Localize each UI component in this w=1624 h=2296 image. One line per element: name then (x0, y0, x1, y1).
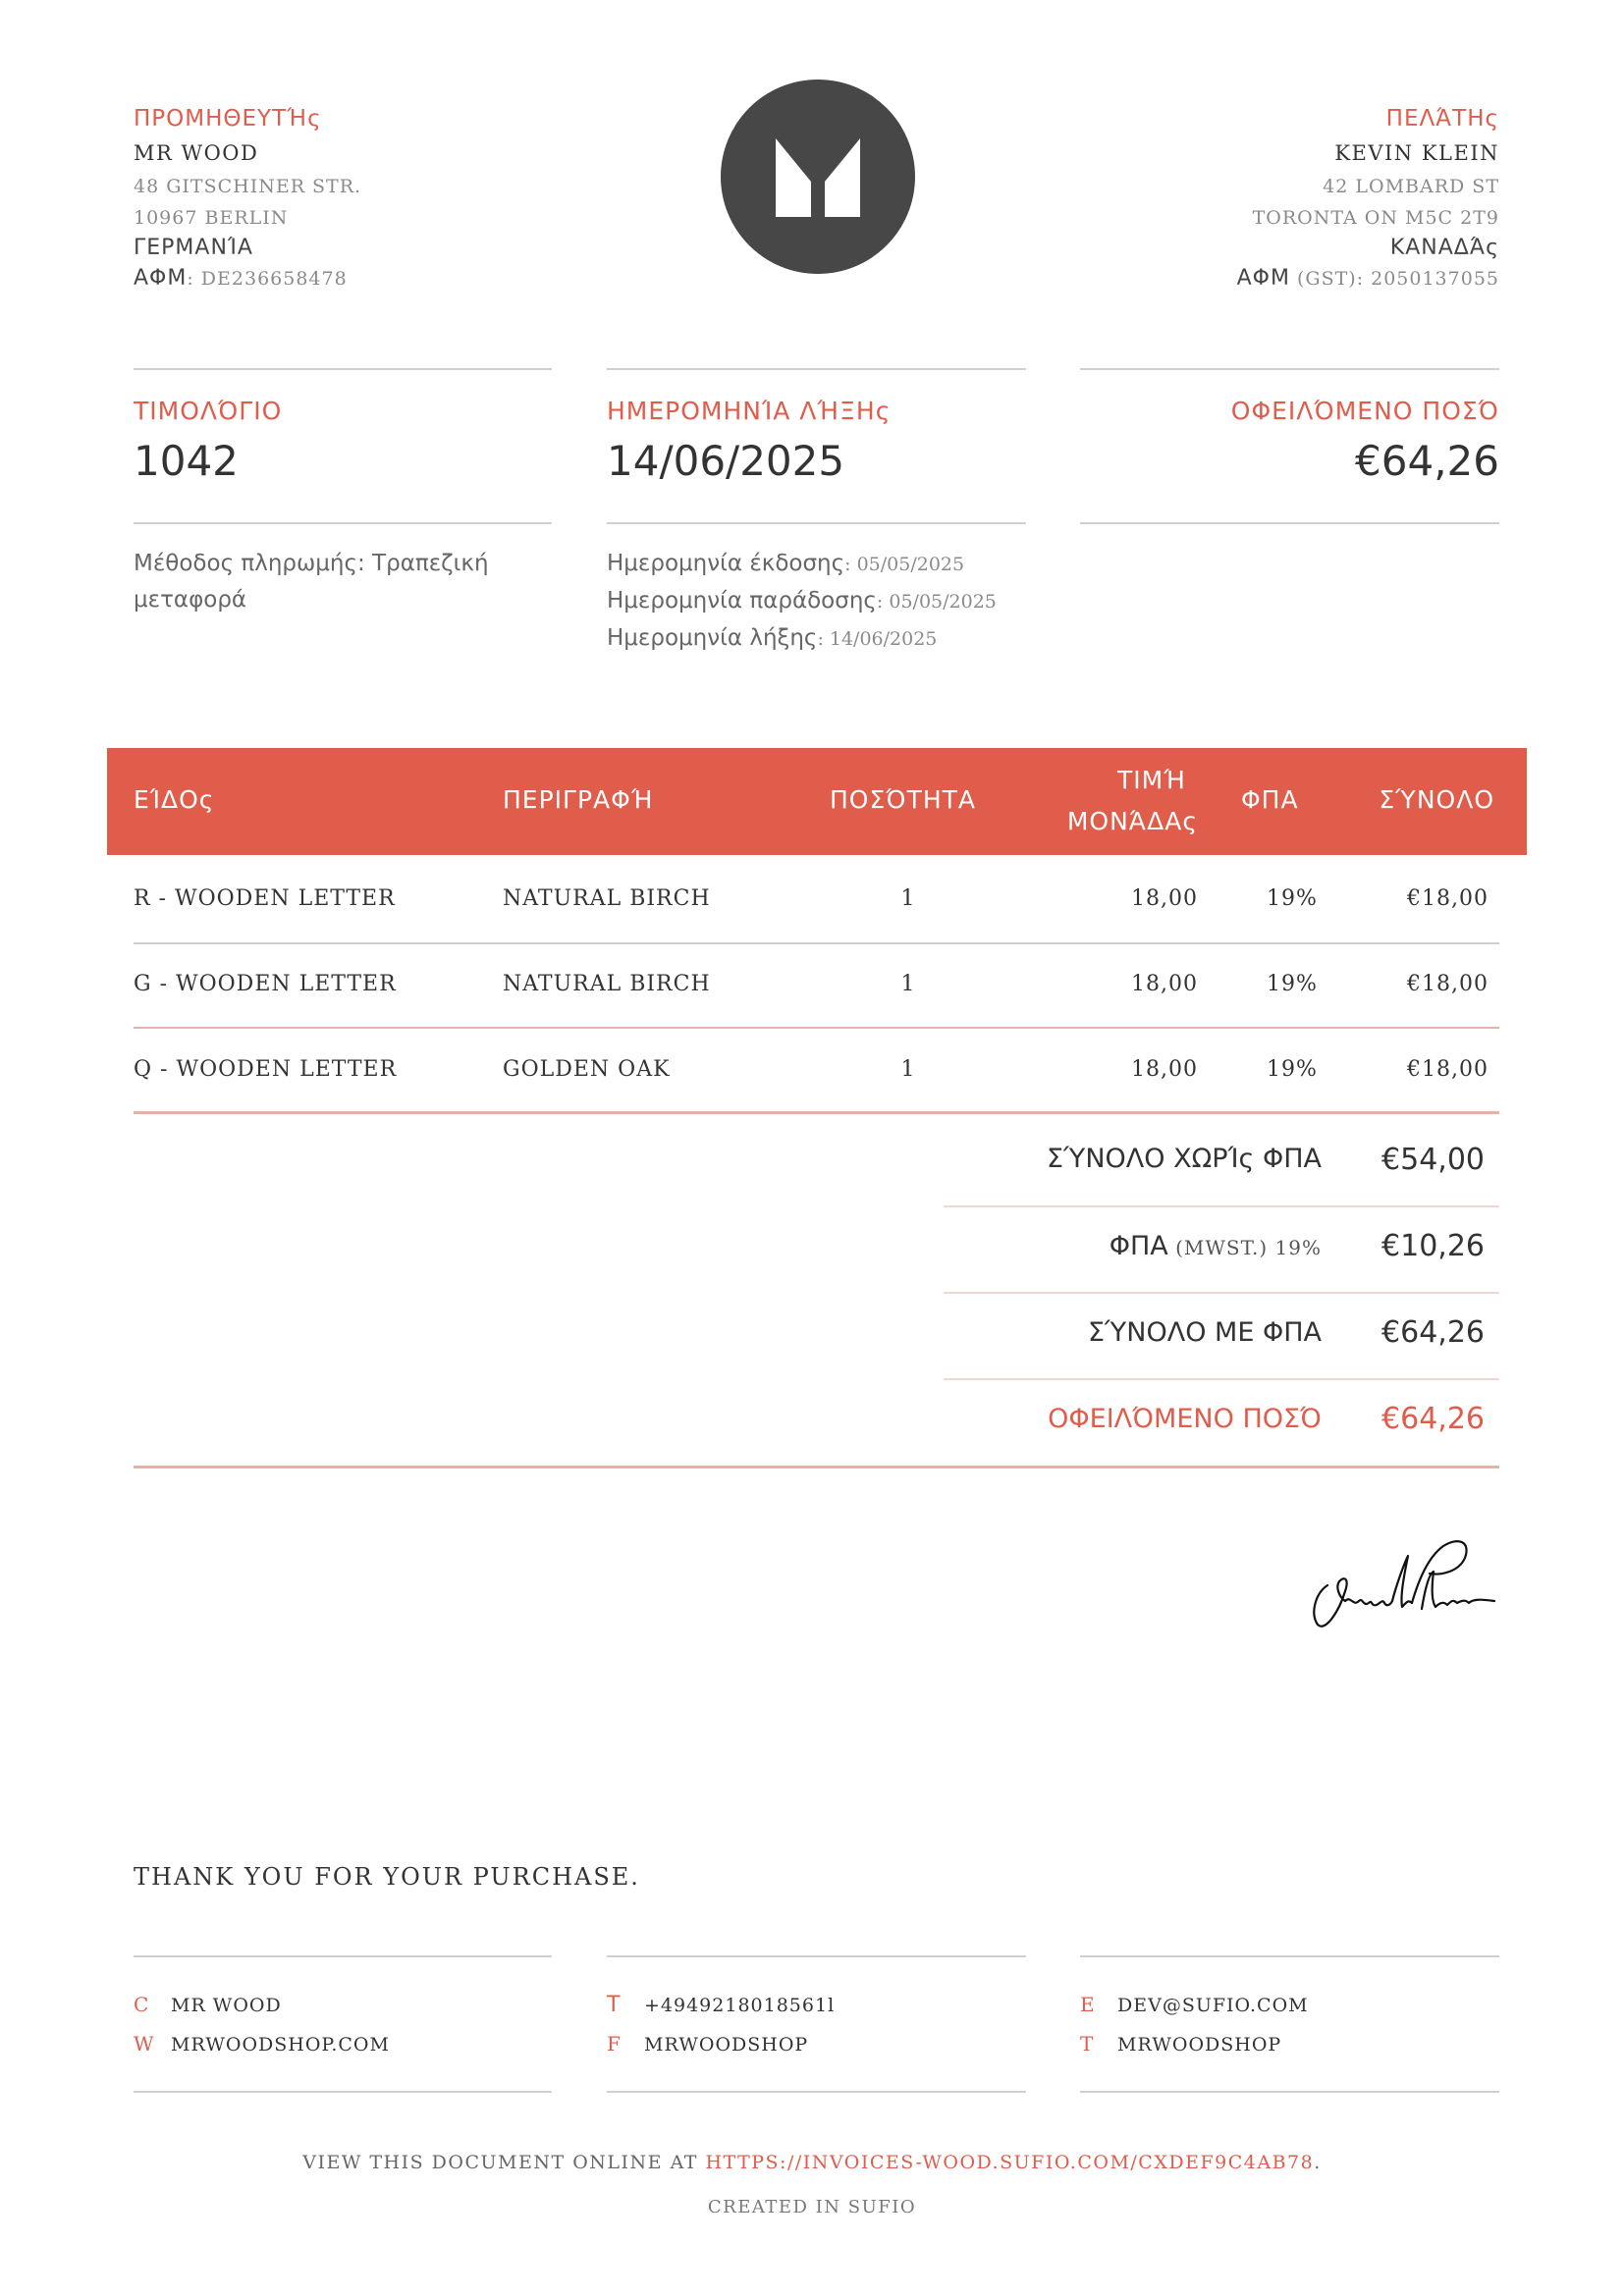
view-online-prefix: VIEW THIS DOCUMENT ONLINE AT (302, 2152, 706, 2173)
client-block (1087, 106, 1499, 291)
client-vat-label: ΑΦΜ (1236, 266, 1290, 291)
facebook-value[interactable]: MRWOODSHOP (644, 2034, 809, 2056)
invoice-number-block (134, 397, 552, 485)
divider (607, 368, 1026, 370)
vat-total-label (831, 1231, 1322, 1261)
due-date-line-value: : 14/06/2025 (817, 628, 938, 650)
delivery-date-label: Ημερομηνία παράδοσης (607, 588, 877, 614)
issue-date-label: Ημερομηνία έκδοσης (607, 551, 845, 576)
m-logo-icon (721, 80, 915, 274)
footer-facebook[interactable] (607, 2032, 835, 2056)
col-quantity-header: ΠΟΣΌΤΗΤΑ (830, 785, 977, 814)
row-vat: 19% (1267, 972, 1318, 996)
divider (1080, 2091, 1499, 2093)
company-key: C (134, 1993, 150, 2016)
delivery-date (607, 583, 1058, 620)
row-description: GOLDEN OAK (503, 1057, 671, 1082)
amount-due-label: ΟΦΕΙΛΌΜΕΝΟ ΠΟΣΌ (1230, 397, 1499, 425)
totals-bottom-rule (134, 1466, 1499, 1468)
col-unit-price-header-line1: ΤΙΜΉ (1117, 766, 1186, 794)
company-logo (721, 80, 915, 274)
footer-website[interactable] (134, 2032, 390, 2056)
email-value[interactable]: DEV@SUFIO.COM (1117, 1995, 1309, 2016)
supplier-address-2: 10967 BERLIN (134, 207, 289, 229)
total-with-vat-value: €64,26 (1381, 1315, 1485, 1350)
delivery-date-value: : 05/05/2025 (876, 591, 997, 613)
due-date-line-label: Ημερομηνία λήξης (607, 625, 818, 651)
divider (134, 368, 552, 370)
due-date: 14/06/2025 (607, 437, 845, 485)
col-vat-header: ΦΠΑ (1241, 785, 1299, 814)
divider (1080, 522, 1499, 524)
total-with-vat-label: ΣΎΝΟΛΟ ΜΕ ΦΠΑ (1087, 1317, 1322, 1348)
vat-total-detail: (MWST.) 19% (1167, 1236, 1322, 1259)
row-quantity: 1 (900, 972, 916, 996)
row-description: NATURAL BIRCH (503, 972, 711, 996)
view-online-link[interactable]: HTTPS://INVOICES-WOOD.SUFIO.COM/CXDEF9C4AB78 (705, 2152, 1315, 2173)
thank-you-message: THANK YOU FOR YOUR PURCHASE. (134, 1863, 640, 1891)
client-address-1: 42 LOMBARD ST (1323, 176, 1499, 197)
due-date-line (607, 620, 1058, 658)
vat-total-label-text: ΦΠΑ (1109, 1231, 1168, 1261)
row-total: €18,00 (1407, 972, 1489, 996)
footer-contact-column (1080, 1993, 1309, 2056)
row-total: €18,00 (1407, 1057, 1489, 1082)
supplier-address-1: 48 GITSCHINER STR. (134, 176, 362, 197)
twitter-value[interactable]: MRWOODSHOP (1117, 2034, 1282, 2056)
view-online-suffix: . (1314, 2152, 1322, 2173)
divider (1080, 1955, 1499, 1957)
supplier-vat-label: ΑΦΜ (134, 266, 188, 291)
invoice-number: 1042 (134, 437, 239, 485)
footer-company (134, 1993, 390, 2032)
issue-date-value: : 05/05/2025 (844, 554, 965, 575)
table-row (134, 942, 1499, 1027)
invoice-label: ΤΙΜΟΛΌΓΙΟ (134, 397, 283, 425)
row-quantity: 1 (900, 886, 916, 911)
vat-total-value: €10,26 (1381, 1229, 1485, 1263)
client-vat (1087, 266, 1499, 291)
amount-due-value: €64,26 (1355, 437, 1499, 485)
total-due-label: ΟΦΕΙΛΌΜΕΝΟ ΠΟΣΌ (1048, 1404, 1322, 1434)
client-address-2: TORONTA ON M5C 2T9 (1252, 207, 1499, 229)
supplier-block (134, 106, 546, 291)
view-online-line (0, 2152, 1624, 2173)
divider (134, 2091, 552, 2093)
signature-image (1306, 1517, 1502, 1634)
row-unit-price: 18,00 (1131, 972, 1198, 996)
total-due-value: €64,26 (1381, 1402, 1485, 1436)
row-unit-price: 18,00 (1131, 886, 1198, 911)
supplier-country: ΓΕΡΜΑΝΊΑ (134, 236, 253, 260)
table-row (134, 857, 1499, 941)
table-row (134, 1028, 1499, 1112)
row-item: Q - WOODEN LETTER (134, 1057, 398, 1082)
footer-phone[interactable] (607, 1993, 835, 2032)
col-total-header: ΣΎΝΟΛΟ (1379, 785, 1494, 814)
row-vat: 19% (1267, 1057, 1318, 1082)
divider (607, 1955, 1026, 1957)
due-date-block (607, 397, 1026, 485)
email-key: E (1080, 1993, 1096, 2016)
footer-contact-column (134, 1993, 390, 2056)
footer-email[interactable] (1080, 1993, 1309, 2032)
row-item: G - WOODEN LETTER (134, 972, 397, 996)
client-label: ΠΕΛΆΤΗς (1385, 106, 1499, 132)
created-in-sufio: CREATED IN SUFIO (707, 2197, 917, 2217)
divider (134, 522, 552, 524)
divider (1080, 368, 1499, 370)
company-value: MR WOOD (171, 1995, 282, 2016)
phone-key: T (607, 1993, 622, 2017)
divider (607, 522, 1026, 524)
dates-list (607, 546, 1058, 658)
subtotal-label: ΣΎΝΟΛΟ ΧΩΡΊς ΦΠΑ (1047, 1144, 1322, 1174)
supplier-vat (134, 266, 546, 291)
client-country: ΚΑΝΑΔΆς (1389, 236, 1499, 260)
amount-due-block (1080, 397, 1499, 485)
twitter-key: T (1080, 2032, 1095, 2056)
col-item-header: ΕΊΔΟς (134, 785, 215, 814)
phone-value[interactable]: +4949218018561l (644, 1995, 836, 2016)
col-unit-price-header-line2: ΜΟΝΆΔΑς (1066, 807, 1198, 835)
row-vat: 19% (1267, 886, 1318, 911)
table-header (107, 748, 1527, 855)
client-vat-value: (GST): 2050137055 (1289, 268, 1499, 290)
totals-divider (944, 1378, 1499, 1380)
subtotal-value: €54,00 (1381, 1143, 1485, 1177)
row-description: NATURAL BIRCH (503, 886, 711, 911)
supplier-label: ΠΡΟΜΗΘΕΥΤΉς (134, 106, 322, 132)
row-item: R - WOODEN LETTER (134, 886, 396, 911)
website-key: W (134, 2032, 155, 2056)
issue-date (607, 546, 1058, 583)
supplier-name: MR WOOD (134, 141, 259, 165)
footer-contact-column (607, 1993, 835, 2056)
divider (134, 1955, 552, 1957)
payment-method: Μέθοδος πληρωμής: Τραπεζική μεταφορά (134, 551, 489, 613)
due-date-label: ΗΜΕΡΟΜΗΝΊΑ ΛΉΞΗς (607, 397, 892, 425)
supplier-vat-value: : DE236658478 (187, 268, 348, 290)
signature (1306, 1517, 1502, 1634)
facebook-key: F (607, 2032, 622, 2056)
row-unit-price: 18,00 (1131, 1057, 1198, 1082)
row-quantity: 1 (900, 1057, 916, 1082)
col-unit-price-header (1030, 760, 1198, 842)
website-value[interactable]: MRWOODSHOP.COM (171, 2034, 390, 2056)
row-total: €18,00 (1407, 886, 1489, 911)
divider (607, 2091, 1026, 2093)
col-description-header: ΠΕΡΙΓΡΑΦΉ (503, 785, 654, 814)
totals-divider (944, 1292, 1499, 1294)
totals-divider (944, 1205, 1499, 1207)
table-bottom-rule (134, 1111, 1499, 1114)
footer-twitter[interactable] (1080, 2032, 1309, 2056)
client-name: KEVIN KLEIN (1334, 141, 1499, 165)
